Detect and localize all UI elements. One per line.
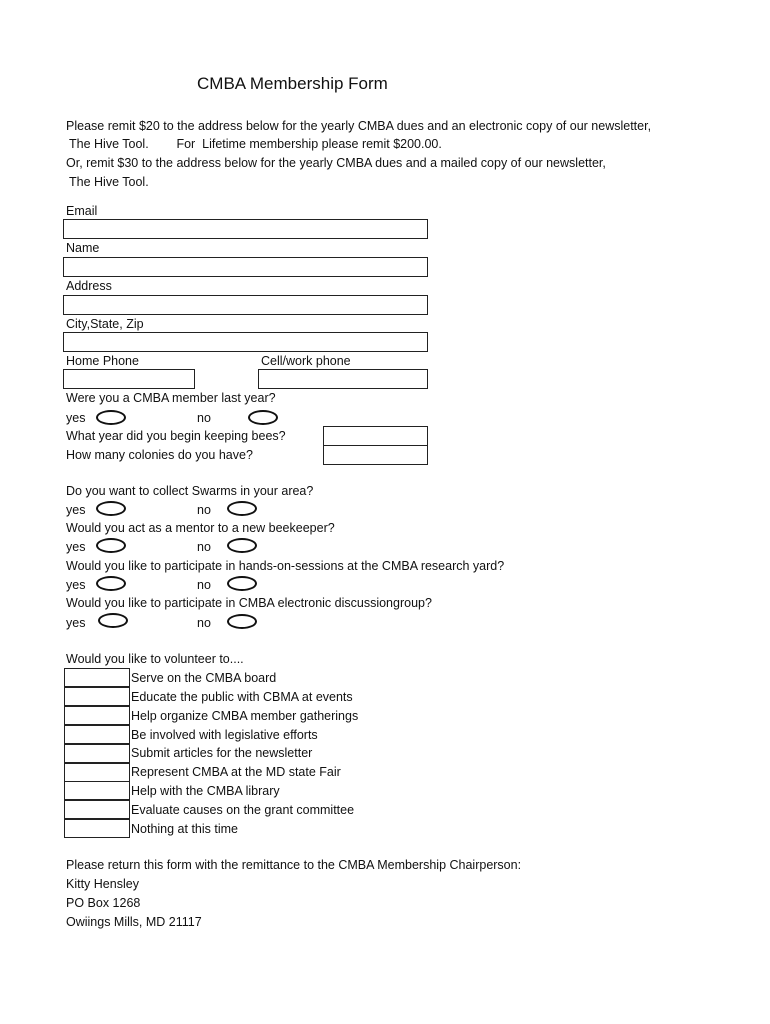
volunteer-checkbox[interactable]	[64, 744, 130, 763]
volunteer-item-label: Educate the public with CBMA at events	[131, 690, 353, 704]
home-phone-label: Home Phone	[66, 354, 139, 368]
swarms-yes-oval[interactable]	[96, 501, 126, 516]
volunteer-checkbox[interactable]	[64, 668, 130, 687]
intro-line-3: Or, remit $30 to the address below for the yearly CMBA dues and a mailed copy of our newsletter,	[66, 156, 606, 170]
year-began-question: What year did you begin keeping bees?	[66, 429, 286, 443]
swarms-no-oval[interactable]	[227, 501, 257, 516]
volunteer-item-label: Nothing at this time	[131, 822, 238, 836]
yes-label: yes	[66, 616, 86, 630]
member-last-year-question: Were you a CMBA member last year?	[66, 391, 276, 405]
volunteer-checkbox[interactable]	[64, 819, 130, 838]
email-field[interactable]	[63, 219, 428, 239]
volunteer-item-label: Represent CMBA at the MD state Fair	[131, 765, 341, 779]
no-label: no	[197, 411, 211, 425]
mentor-question: Would you act as a mentor to a new beekeeper?	[66, 521, 335, 535]
volunteer-checkbox[interactable]	[64, 763, 130, 782]
no-label: no	[197, 616, 211, 630]
no-label: no	[197, 503, 211, 517]
volunteer-checkbox[interactable]	[64, 800, 130, 819]
yes-label: yes	[66, 411, 86, 425]
volunteer-item-label: Submit articles for the newsletter	[131, 746, 313, 760]
address-field[interactable]	[63, 295, 428, 315]
volunteer-checkbox[interactable]	[64, 706, 130, 725]
no-label: no	[197, 578, 211, 592]
chairperson-name: Kitty Hensley	[66, 877, 139, 891]
email-label: Email	[66, 204, 98, 218]
discussion-no-oval[interactable]	[227, 614, 257, 629]
city-state-zip-address: Owiings Mills, MD 21117	[66, 915, 202, 929]
yes-label: yes	[66, 503, 86, 517]
yes-label: yes	[66, 578, 86, 592]
colonies-field[interactable]	[323, 445, 428, 465]
intro-line-2: The Hive Tool. For Lifetime membership please remit $200.00.	[69, 137, 442, 151]
yes-label: yes	[66, 540, 86, 554]
city-state-zip-label: City,State, Zip	[66, 317, 144, 331]
cell-phone-field[interactable]	[258, 369, 428, 389]
po-box: PO Box 1268	[66, 896, 141, 910]
volunteer-item-label: Evaluate causes on the grant committee	[131, 803, 355, 817]
volunteer-checkbox[interactable]	[64, 725, 130, 744]
volunteer-checkbox[interactable]	[64, 781, 130, 800]
volunteer-item-label: Help with the CMBA library	[131, 784, 280, 798]
member-last-year-yes-oval[interactable]	[96, 410, 126, 425]
volunteer-heading: Would you like to volunteer to....	[66, 652, 244, 666]
discussion-yes-oval[interactable]	[98, 613, 128, 628]
intro-line-4: The Hive Tool.	[69, 175, 149, 189]
year-began-field[interactable]	[323, 426, 428, 446]
address-label: Address	[66, 279, 112, 293]
name-field[interactable]	[63, 257, 428, 277]
home-phone-field[interactable]	[63, 369, 195, 389]
mentor-yes-oval[interactable]	[96, 538, 126, 553]
name-label: Name	[66, 241, 100, 255]
colonies-question: How many colonies do you have?	[66, 448, 253, 462]
form-title: CMBA Membership Form	[197, 74, 388, 93]
member-last-year-no-oval[interactable]	[248, 410, 278, 425]
volunteer-item-label: Help organize CMBA member gatherings	[131, 709, 359, 723]
swarms-question: Do you want to collect Swarms in your area?	[66, 484, 314, 498]
hands-on-no-oval[interactable]	[227, 576, 257, 591]
hands-on-question: Would you like to participate in hands-on-sessions at the CMBA research yard?	[66, 559, 505, 573]
return-instructions: Please return this form with the remittance to the CMBA Membership Chairperson:	[66, 858, 522, 872]
city-state-zip-field[interactable]	[63, 332, 428, 352]
cell-phone-label: Cell/work phone	[261, 354, 351, 368]
volunteer-item-label: Serve on the CMBA board	[131, 671, 277, 685]
volunteer-item-label: Be involved with legislative efforts	[131, 728, 318, 742]
volunteer-checkbox[interactable]	[64, 687, 130, 706]
mentor-no-oval[interactable]	[227, 538, 257, 553]
discussion-question: Would you like to participate in CMBA electronic discussiongroup?	[66, 596, 432, 610]
hands-on-yes-oval[interactable]	[96, 576, 126, 591]
intro-line-1: Please remit $20 to the address below for the yearly CMBA dues and an electronic copy of our newsletter,	[66, 119, 652, 133]
no-label: no	[197, 540, 211, 554]
